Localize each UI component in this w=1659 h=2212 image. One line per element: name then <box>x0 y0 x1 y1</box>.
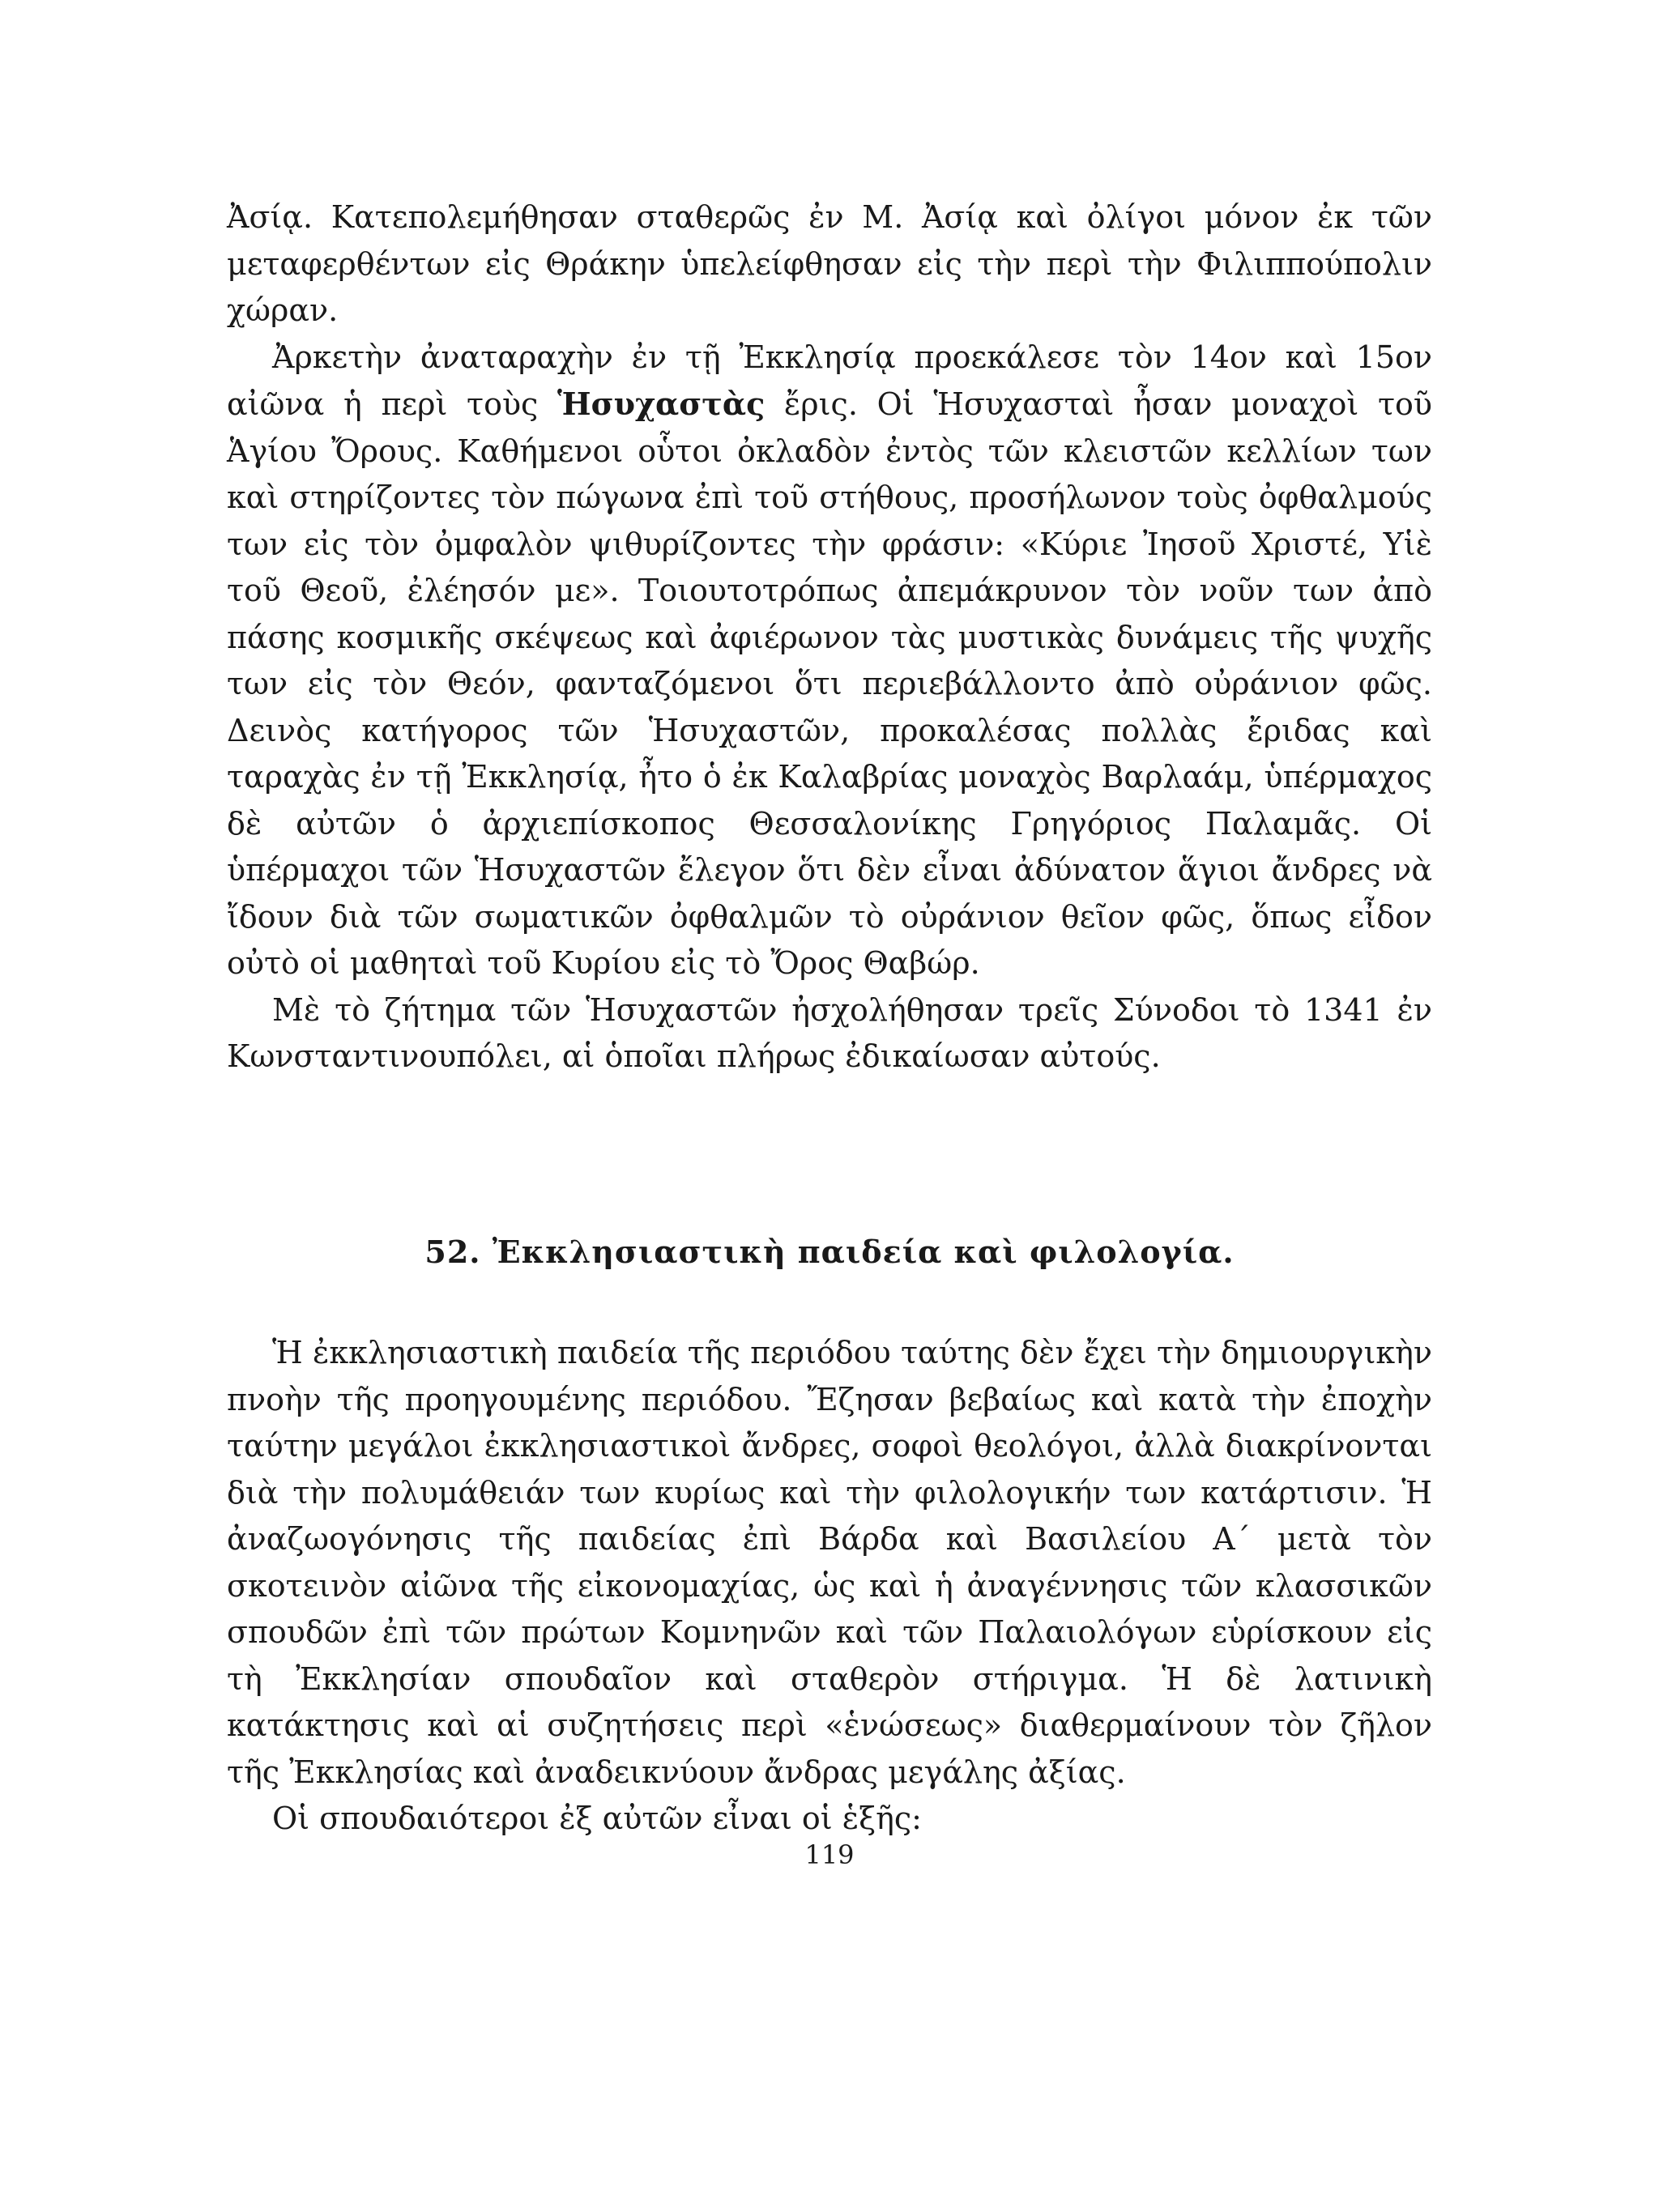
paragraph-text: Μὲ τὸ ζήτημα τῶν Ἡσυχαστῶν ἠσχολήθησαν τρεῖς Σύνοδοι τὸ 1341 ἐν Κωνσταντινουπόλει, αἱ ὁποῖαι πλήρως ἐδικαίωσαν αὐτούς. <box>227 991 1432 1074</box>
paragraph <box>227 1330 1432 1796</box>
paragraph <box>227 1796 1432 1843</box>
paragraph-text: Οἱ σπουδαιότεροι ἐξ αὐτῶν εἶναι οἱ ἑξῆς: <box>272 1801 922 1836</box>
paragraph-text: ἔρις. Οἱ Ἡσυχασταὶ ἦσαν μοναχοὶ τοῦ Ἁγίου Ὄρους. Καθήμενοι οὗτοι ὀκλαδὸν ἐντὸς τῶν κλειστῶν κελλίων των καὶ στηρίζοντες τὸν πώγωνα ἐπὶ τοῦ στήθους, προσήλωνον τοὺς ὀφθαλμούς των εἰς τὸν ὀμφαλὸν ψιθυρίζοντες τὴν φράσιν: «Κύριε Ἰησοῦ Χριστέ, Υἱὲ τοῦ Θεοῦ, ἐλέησόν με». Τοιουτοτρόπως ἀπεμάκρυνον τὸν νοῦν των ἀπὸ πάσης κοσμικῆς σκέψεως καὶ ἀφιέρωνον τὰς μυστικὰς δυνάμεις τῆς ψυχῆς των εἰς τὸν Θεόν, φανταζόμενοι ὅτι περιεβάλλοντο ἀπὸ οὐράνιον φῶς. Δεινὸς κατήγορος τῶν Ἡσυχαστῶν, προκαλέσας πολλὰς ἔριδας καὶ ταραχὰς ἐν τῇ Ἐκκλησίᾳ, ἦτο ὁ ἐκ Καλαβρίας μοναχὸς Βαρλαάμ, ὑπέρμαχος δὲ αὐτῶν ὁ ἀρχιεπίσκοπος Θεσσαλονίκης Γρηγόριος Παλαμᾶς. Οἱ ὑπέρμαχοι τῶν Ἡσυχαστῶν ἔλεγον ὅτι δὲν εἶναι ἀδύνατον ἅγιοι ἄνδρες νὰ ἴδουν διὰ τῶν σωματικῶν ὀφθαλμῶν τὸ οὐράνιον θεῖον φῶς, ὅπως εἶδον οὐτὸ οἱ μαθηταὶ τοῦ Κυρίου εἰς τὸ Ὄρος Θαβώρ. <box>227 386 1432 981</box>
paragraph-text: Ἀσίᾳ. Κατεπολεμήθησαν σταθερῶς ἐν Μ. Ἀσίᾳ καὶ ὀλίγοι μόνον ἐκ τῶν μεταφερθέντων εἰς Θράκην ὑπελείφθησαν εἰς τὴν περὶ τὴν Φιλιππούπολιν χώραν. <box>227 199 1432 328</box>
body-text-bottom <box>227 1330 1432 1843</box>
body-text-top <box>227 194 1432 1080</box>
page-number: 119 <box>804 1839 855 1870</box>
bold-term: Ἡσυχαστὰς <box>557 386 766 422</box>
paragraph <box>227 987 1432 1080</box>
paragraph-text: Ἀρκετὴν ἀναταραχὴν ἐν τῇ Ἐκκλησίᾳ προεκάλεσε τὸν 14ον καὶ 15ον αἰῶνα ἡ περὶ τοὺς <box>227 339 1432 422</box>
paragraph-text: Ἡ ἐκκλησιαστικὴ παιδεία τῆς περιόδου ταύτης δὲν ἔχει τὴν δημιουργικὴν πνοὴν τῆς προηγουμένης περιόδου. Ἔζησαν βεβαίως καὶ κατὰ τὴν ἐποχὴν ταύτην μεγάλοι ἐκκλησιαστικοὶ ἄνδρες, σοφοὶ θεολόγοι, ἀλλὰ διακρίνονται διὰ τὴν πολυμάθειάν των κυρίως καὶ τὴν φιλολογικήν των κατάρτισιν. Ἡ ἀναζωογόνησις τῆς παιδείας ἐπὶ Βάρδα καὶ Βασιλείου Α΄ μετὰ τὸν σκοτεινὸν αἰῶνα τῆς εἰκονομαχίας, ὡς καὶ ἡ ἀναγέννησις τῶν κλασσικῶν σπουδῶν ἐπὶ τῶν πρώτων Κομνηνῶν καὶ τῶν Παλαιολόγων εὑρίσκουν εἰς τὴ Ἐκκλησίαν σπουδαῖον καὶ σταθερὸν στήριγμα. Ἡ δὲ λατινικὴ κατάκτησις καὶ αἱ συζητήσεις περὶ «ἑνώσεως» διαθερμαίνουν τὸν ζῆλον τῆς Ἐκκλησίας καὶ ἀναδεικνύουν ἄνδρας μεγάλης ἀξίας. <box>227 1335 1432 1790</box>
paragraph <box>227 335 1432 987</box>
paragraph <box>227 194 1432 335</box>
section-heading: 52. Ἐκκλησιαστικὴ παιδεία καὶ φιλολογία. <box>424 1234 1235 1270</box>
